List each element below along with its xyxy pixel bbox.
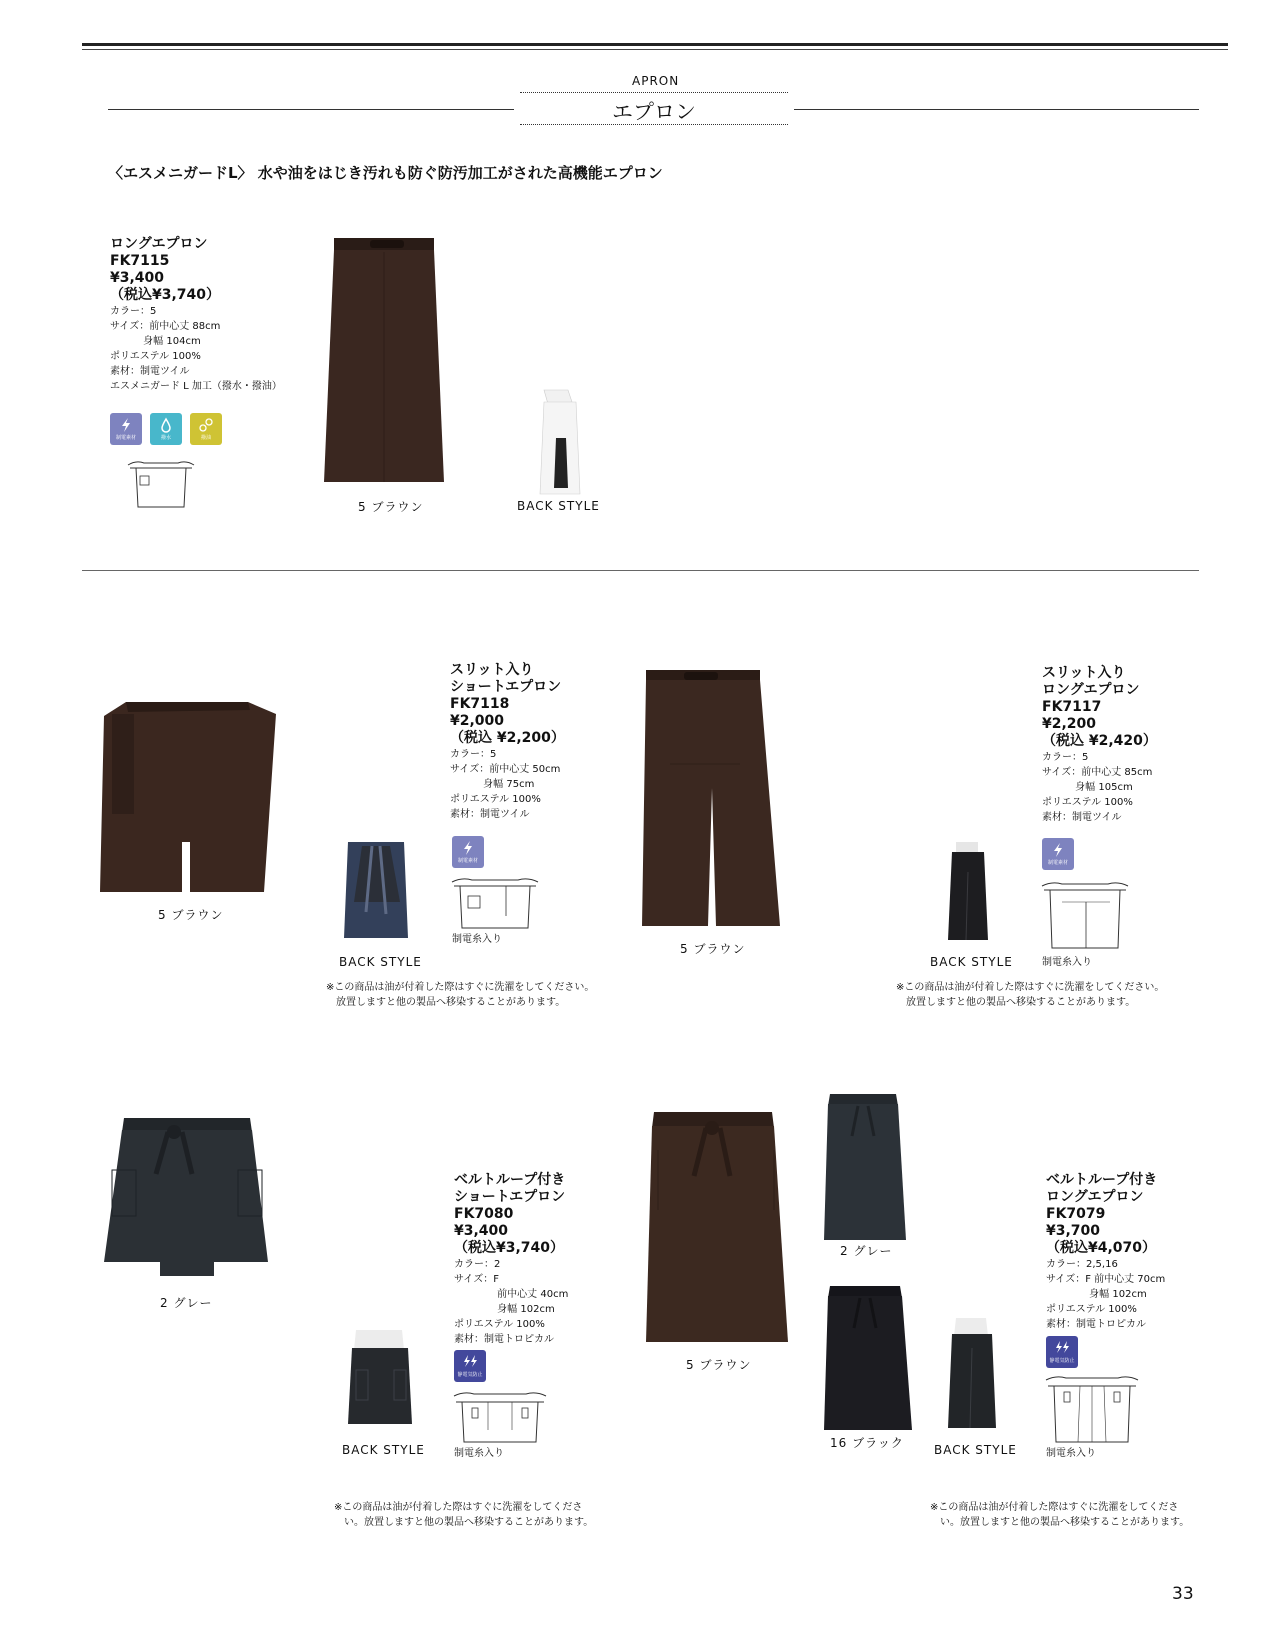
care-note: 放置しますと他の製品へ移染することがあります。 — [896, 997, 1136, 1008]
product-fk7079 — [1046, 1172, 1165, 1332]
fk7115-back-style-image — [538, 388, 584, 496]
product-price-tax: （税込¥4,070） — [1046, 1240, 1157, 1256]
product-fk7080 — [454, 1172, 568, 1347]
lightning-icon — [117, 417, 135, 433]
spec-line: ポリエステル 100% — [1042, 797, 1133, 808]
apron-flat-diagram — [1040, 880, 1130, 952]
product-name: スリット入り — [450, 662, 534, 678]
spec-line: 身幅 75cm — [450, 779, 535, 790]
spec-line: カラー：2 — [454, 1259, 501, 1270]
fk7080-color-caption: 2 グレー — [160, 1296, 213, 1310]
top-rule-thick — [82, 43, 1228, 46]
title-dotted-top — [520, 92, 788, 93]
care-note: 放置しますと他の製品へ移染することがあります。 — [326, 997, 566, 1008]
fk7115-color-caption: 5 ブラウン — [358, 500, 424, 514]
product-name: ショートエプロン — [450, 679, 562, 695]
title-rule-right — [794, 109, 1199, 110]
fk7118-back-style-image — [342, 842, 412, 942]
spec-line: 素材：制電トロピカル — [1046, 1319, 1146, 1330]
fk7079-back-caption: BACK STYLE — [934, 1443, 1017, 1457]
oil-drops-icon — [197, 417, 215, 433]
spec-line: 身幅 105cm — [1042, 782, 1133, 793]
water-drop-icon — [157, 417, 175, 433]
title-dotted-bottom — [520, 124, 788, 125]
apron-flat-diagram — [452, 1390, 548, 1446]
section-label-en: APRON — [632, 74, 680, 88]
section-divider — [82, 570, 1199, 571]
product-code: FK7117 — [1042, 699, 1102, 715]
fk7080-gray-apron-image — [102, 1116, 272, 1278]
product-name: ロングエプロン — [1046, 1189, 1144, 1205]
spec-line: 素材：制電ツイル — [1042, 812, 1122, 823]
spec-line: 身幅 102cm — [454, 1304, 555, 1315]
antistatic-badge: 制電素材 — [1042, 838, 1074, 870]
care-note: ※この商品は油が付着した際はすぐに洗濯をしてくださ — [930, 1502, 1179, 1513]
care-note: い。放置しますと他の製品へ移染することがあります。 — [334, 1517, 594, 1528]
page-title: エプロン — [612, 100, 696, 124]
spec-line: 前中心丈 40cm — [454, 1289, 569, 1300]
fk7118-brown-apron-image — [98, 700, 278, 896]
apron-flat-diagram — [126, 459, 196, 511]
product-name: ベルトループ付き — [454, 1172, 566, 1188]
fk7080-back-style-image — [346, 1330, 416, 1430]
spec-line: 身幅 104cm — [110, 336, 201, 347]
fk7115-back-caption: BACK STYLE — [517, 499, 600, 513]
spec-line: ポリエステル 100% — [450, 794, 541, 805]
spec-line: カラー：5 — [110, 306, 157, 317]
product-price: ¥3,400 — [110, 270, 165, 286]
product-fk7118 — [450, 662, 565, 822]
product-name: スリット入り — [1042, 665, 1126, 681]
product-name: ロングエプロン — [1042, 682, 1140, 698]
product-fk7115 — [110, 236, 282, 394]
oil-repellent-badge: 撥油 — [190, 413, 222, 445]
product-code: FK7080 — [454, 1206, 514, 1222]
apron-flat-diagram — [450, 876, 540, 932]
product-price-tax: （税込¥3,740） — [110, 287, 221, 303]
diagram-label: 制電糸入り — [1042, 957, 1092, 968]
fk7117-back-style-image — [944, 842, 994, 942]
fk7117-color-caption: 5 ブラウン — [680, 942, 746, 956]
static-prevention-icon — [461, 1354, 479, 1370]
antistatic-badge: 制電素材 — [452, 836, 484, 868]
fk7079-color-caption-gray: 2 グレー — [840, 1244, 893, 1258]
section-tagline: 〈エスメニガードL〉 水や油をはじき汚れも防ぐ防汚加工がされた高機能エプロン — [108, 164, 663, 182]
fk7115-brown-apron-image — [322, 236, 452, 486]
fk7079-color-caption-brown: 5 ブラウン — [686, 1358, 752, 1372]
static-prevention-icon — [1053, 1340, 1071, 1356]
care-note: ※この商品は油が付着した際はすぐに洗濯をしてください。 — [326, 982, 595, 993]
product-price: ¥2,000 — [450, 713, 505, 729]
water-repellent-badge: 撥水 — [150, 413, 182, 445]
product-code: FK7118 — [450, 696, 510, 712]
lightning-icon — [459, 840, 477, 856]
fk7079-black-apron-image — [822, 1284, 914, 1432]
antistatic-badge: 静電気防止 — [1046, 1336, 1078, 1368]
fk7117-back-caption: BACK STYLE — [930, 955, 1013, 969]
spec-line: エスメニガード L 加工（撥水・撥油） — [110, 381, 282, 392]
product-price: ¥3,700 — [1046, 1223, 1101, 1239]
antistatic-badge: 制電素材 — [110, 413, 142, 445]
spec-line: カラー：2,5,16 — [1046, 1259, 1118, 1270]
spec-line: サイズ：前中心丈 85cm — [1042, 767, 1153, 778]
antistatic-badge: 静電気防止 — [454, 1350, 486, 1382]
product-fk7117 — [1042, 665, 1157, 825]
fk7079-brown-apron-image — [644, 1110, 790, 1346]
product-name: ショートエプロン — [454, 1189, 566, 1205]
spec-line: ポリエステル 100% — [1046, 1304, 1137, 1315]
product-code: FK7115 — [110, 253, 170, 269]
title-rule-left — [108, 109, 514, 110]
spec-line: カラー：5 — [1042, 752, 1089, 763]
fk7118-color-caption: 5 ブラウン — [158, 908, 224, 922]
product-price: ¥3,400 — [454, 1223, 509, 1239]
spec-line: サイズ：前中心丈 88cm — [110, 321, 221, 332]
spec-line: サイズ：F 前中心丈 70cm — [1046, 1274, 1166, 1285]
diagram-label: 制電糸入り — [452, 934, 502, 945]
product-price: ¥2,200 — [1042, 716, 1097, 732]
product-code: FK7079 — [1046, 1206, 1106, 1222]
spec-line: 素材：制電ツイル — [450, 809, 530, 820]
spec-line: ポリエステル 100% — [454, 1319, 545, 1330]
diagram-label: 制電糸入り — [454, 1448, 504, 1459]
fk7117-brown-apron-image — [640, 668, 786, 928]
care-note: い。放置しますと他の製品へ移染することがあります。 — [930, 1517, 1190, 1528]
care-note: ※この商品は油が付着した際はすぐに洗濯をしてください。 — [896, 982, 1165, 993]
page-number: 33 — [1172, 1584, 1194, 1604]
lightning-icon — [1049, 842, 1067, 858]
spec-line: 身幅 102cm — [1046, 1289, 1147, 1300]
top-rule-thin — [82, 49, 1228, 50]
spec-line: サイズ：F — [454, 1274, 499, 1285]
spec-line: 素材：制電トロピカル — [454, 1334, 554, 1345]
diagram-label: 制電糸入り — [1046, 1448, 1096, 1459]
fk7080-back-caption: BACK STYLE — [342, 1443, 425, 1457]
fk7118-back-caption: BACK STYLE — [339, 955, 422, 969]
product-name: ベルトループ付き — [1046, 1172, 1158, 1188]
product-price-tax: （税込¥3,740） — [454, 1240, 565, 1256]
spec-line: カラー：5 — [450, 749, 497, 760]
spec-line: 素材：制電ツイル — [110, 366, 190, 377]
fk7079-back-style-image — [946, 1318, 1002, 1430]
spec-line: サイズ：前中心丈 50cm — [450, 764, 561, 775]
apron-flat-diagram — [1044, 1374, 1140, 1446]
product-price-tax: （税込 ¥2,420） — [1042, 733, 1157, 749]
fk7079-color-caption-black: 16 ブラック — [830, 1436, 904, 1450]
care-note: ※この商品は油が付着した際はすぐに洗濯をしてくださ — [334, 1502, 583, 1513]
fk7079-gray-apron-image — [822, 1092, 908, 1242]
product-price-tax: （税込 ¥2,200） — [450, 730, 565, 746]
spec-line: ポリエステル 100% — [110, 351, 201, 362]
product-name: ロングエプロン — [110, 236, 208, 252]
